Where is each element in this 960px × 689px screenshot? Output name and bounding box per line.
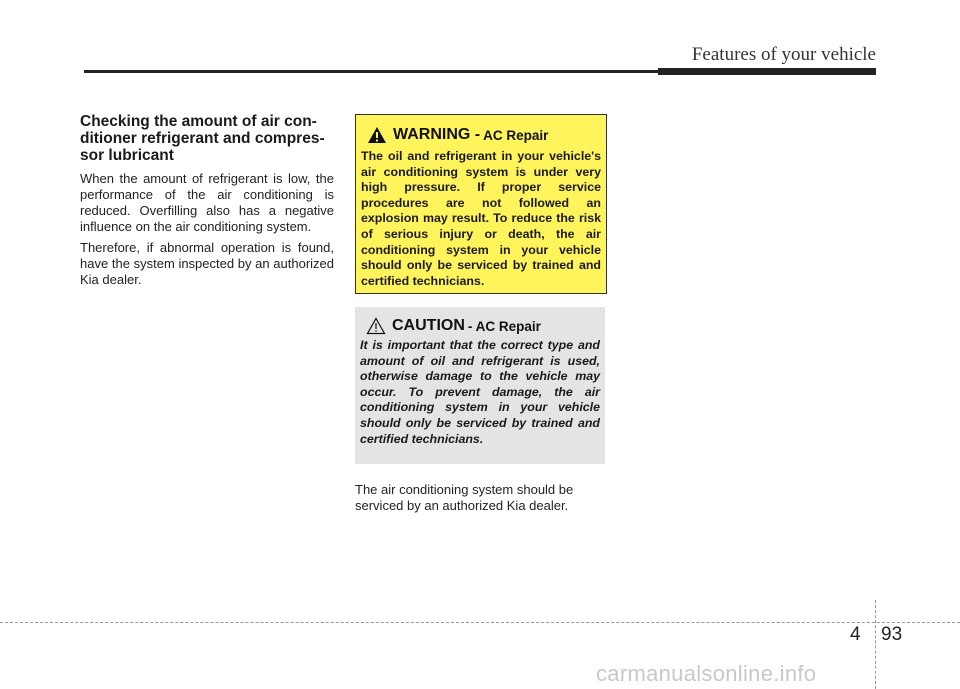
warning-box xyxy=(355,114,607,294)
warning-text: The oil and refrigerant in your vehicle's air conditioning system is under very high pressure. If proper service procedures are not followed an explosion may result. To reduce the risk of serious injury or death, the air conditioning system in your vehicle should only be serviced by trained and certified technicians. xyxy=(361,149,601,288)
watermark: carmanualsonline.info xyxy=(596,661,817,686)
chapter-number: 4 xyxy=(850,624,861,645)
header-rule-accent xyxy=(658,68,876,75)
page-number: 93 xyxy=(881,624,903,645)
section-title-line: sor lubricant xyxy=(80,147,174,164)
warning-heading xyxy=(361,125,601,145)
footer-rule xyxy=(0,622,960,623)
service-note: The air conditioning system should be serviced by an authorized Kia dealer. xyxy=(355,482,574,513)
section-title xyxy=(80,113,334,164)
caution-heading xyxy=(360,316,600,336)
footer-divider xyxy=(875,600,876,689)
section-title-line: Checking the amount of air con- xyxy=(80,113,317,130)
warning-subject: AC Repair xyxy=(483,127,549,143)
warning-triangle-outline-icon xyxy=(366,317,386,335)
section-title-line: ditioner refrigerant and compres- xyxy=(80,130,325,147)
caution-label: CAUTION xyxy=(392,317,465,334)
caution-subject: - AC Repair xyxy=(467,318,541,334)
warning-label: WARNING - xyxy=(393,126,481,143)
section-paragraph: Therefore, if abnormal operation is found, have the system inspected by an authorized Kia dealer. xyxy=(80,240,334,287)
warning-triangle-filled-icon xyxy=(367,126,387,144)
running-header-title: Features of your vehicle xyxy=(691,44,876,65)
caution-text: It is important that the correct type and amount of oil and refrigerant is used, otherwise damage to the vehicle may occur. To prevent damage, the air conditioning system in your vehicle should only be serviced by trained and certified technicians. xyxy=(360,338,600,446)
section-body xyxy=(80,113,334,293)
caution-box xyxy=(355,307,605,464)
section-paragraph: When the amount of refrigerant is low, the performance of the air conditioning is reduced. Overfilling also has a negative influence on the air conditioning system. xyxy=(80,171,334,234)
